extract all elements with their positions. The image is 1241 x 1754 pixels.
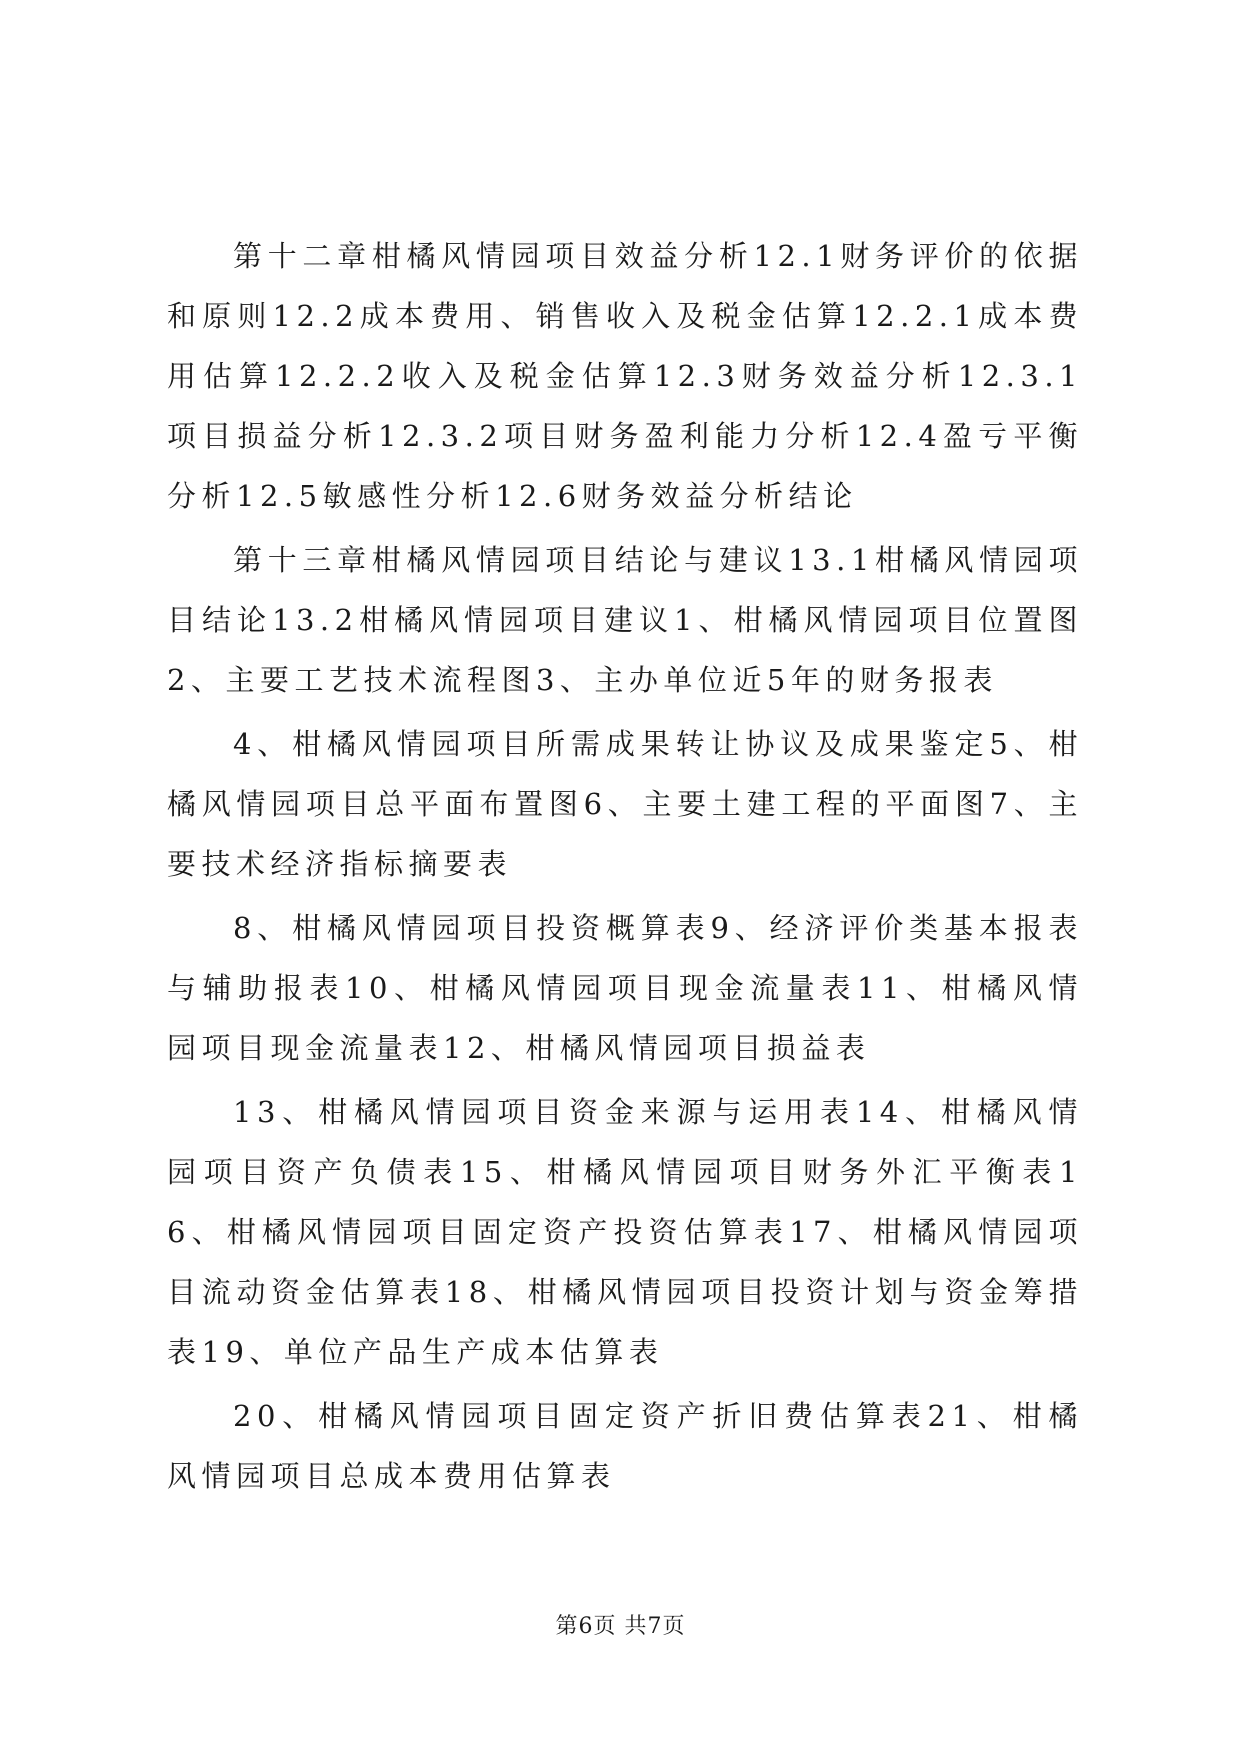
paragraph-appendix-4-7: 4、柑橘风情园项目所需成果转让协议及成果鉴定5、柑橘风情园项目总平面布置图6、主要土建工程的平面图7、主要技术经济指标摘要表 (167, 727, 1083, 881)
paragraph-chapter-12: 第十二章柑橘风情园项目效益分析12.1财务评价的依据和原则12.2成本费用、销售收入及税金估算12.2.1成本费用估算12.2.2收入及税金估算12.3财务效益分析12.3.1项目损益分析12.3.2项目财务盈利能力分析12.4盈亏平衡分析12.5敏感性分析12.6财务效益分析结论 (167, 239, 1083, 513)
paragraph-chapter-13: 第十三章柑橘风情园项目结论与建议13.1柑橘风情园项目结论13.2柑橘风情园项目建议1、柑橘风情园项目位置图2、主要工艺技术流程图3、主办单位近5年的财务报表 (167, 543, 1083, 697)
document-body (167, 226, 1083, 1506)
page-number-footer: 第6页 共7页 (555, 1614, 686, 1639)
paragraph-appendix-20-21: 20、柑橘风情园项目固定资产折旧费估算表21、柑橘风情园项目总成本费用估算表 (167, 1399, 1083, 1493)
paragraph-appendix-8-12: 8、柑橘风情园项目投资概算表9、经济评价类基本报表与辅助报表10、柑橘风情园项目现金流量表11、柑橘风情园项目现金流量表12、柑橘风情园项目损益表 (167, 911, 1083, 1065)
paragraph-appendix-13-19: 13、柑橘风情园项目资金来源与运用表14、柑橘风情园项目资产负债表15、柑橘风情园项目财务外汇平衡表16、柑橘风情园项目固定资产投资估算表17、柑橘风情园项目流动资金估算表18、柑橘风情园项目投资计划与资金筹措表19、单位产品生产成本估算表 (167, 1095, 1083, 1369)
